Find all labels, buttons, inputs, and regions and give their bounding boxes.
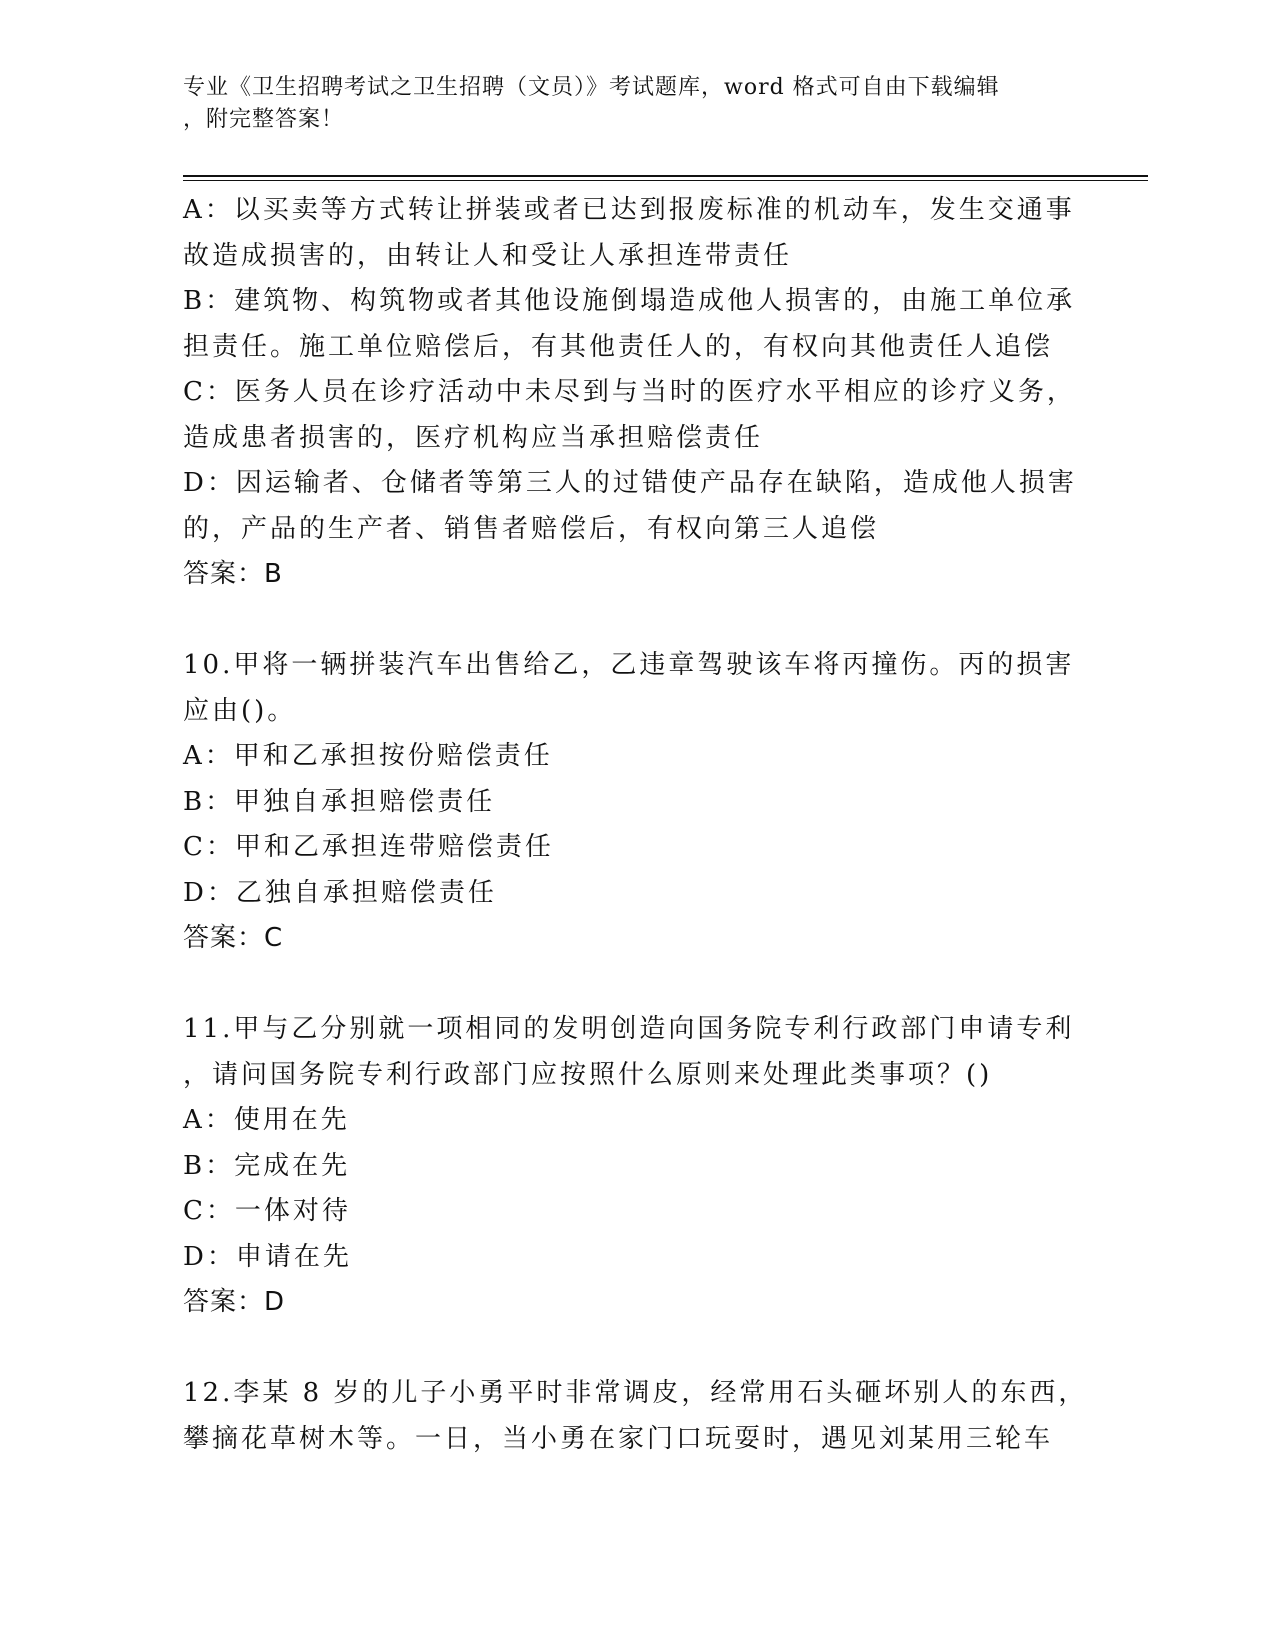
question-11-answer: 答案：D: [183, 1287, 286, 1317]
question-12-stem-line-2: 攀摘花草树木等。一日，当小勇在家门口玩耍时，遇见刘某用三轮车: [183, 1423, 1054, 1454]
option-b-line-1: B：建筑物、构筑物或者其他设施倒塌造成他人损害的，由施工单位承: [183, 286, 1076, 316]
question-12: [183, 1371, 1088, 1462]
header-line-2: ，附完整答案！: [183, 107, 345, 132]
question-12-stem-line-1: 12.李某 8 岁的儿子小勇平时非常调皮，经常用石头砸坏别人的东西，: [183, 1378, 1088, 1408]
option-b: B：完成在先: [183, 1150, 351, 1181]
spacer: [183, 962, 1083, 1008]
option-d: D：乙独自承担赔偿责任: [183, 877, 497, 908]
spacer: [183, 1326, 1083, 1372]
question-9-answer: 答案：B: [183, 559, 283, 589]
header-divider-thin: [183, 180, 1148, 181]
document-body: [183, 188, 1088, 1462]
option-c-line-2: 造成患者损害的，医疗机构应当承担赔偿责任: [183, 422, 764, 453]
question-9-options: [183, 188, 1083, 598]
option-a: A：使用在先: [183, 1105, 350, 1135]
header-line-1: 专业《卫生招聘考试之卫生招聘（文员）》考试题库，word 格式可自由下载编辑: [183, 75, 1000, 100]
option-a-line-2: 故造成损害的，由转让人和受让人承担连带责任: [183, 240, 793, 271]
option-d-line-1: D：因运输者、仓储者等第三人的过错使产品存在缺陷，造成他人损害: [183, 468, 1077, 498]
question-11-stem-line-2: ，请问国务院专利行政部门应按照什么原则来处理此类事项？(): [183, 1059, 993, 1090]
option-a: A：甲和乙承担按份赔偿责任: [183, 741, 553, 771]
document-header: [183, 72, 1083, 136]
option-c: C：甲和乙承担连带赔偿责任: [183, 832, 554, 862]
question-10-answer: 答案：C: [183, 923, 284, 953]
question-11-stem-line-1: 11.甲与乙分别就一项相同的发明创造向国务院专利行政部门申请专利: [183, 1014, 1075, 1044]
option-b-line-2: 担责任。施工单位赔偿后，有其他责任人的，有权向其他责任人追偿: [183, 331, 1054, 362]
spacer: [183, 598, 1083, 644]
question-10-stem-line-2: 应由()。: [183, 695, 297, 726]
option-c-line-1: C：医务人员在诊疗活动中未尽到与当时的医疗水平相应的诊疗义务，: [183, 377, 1076, 407]
header-divider-thick: [183, 175, 1148, 177]
option-a-line-1: A：以买卖等方式转让拼装或者已达到报废标准的机动车，发生交通事: [183, 195, 1075, 225]
option-d-line-2: 的，产品的生产者、销售者赔偿后，有权向第三人追偿: [183, 513, 880, 544]
option-c: C：一体对待: [183, 1196, 351, 1226]
question-11: [183, 1007, 1083, 1326]
option-b: B：甲独自承担赔偿责任: [183, 786, 496, 817]
option-d: D：申请在先: [183, 1241, 352, 1272]
question-10: [183, 643, 1083, 962]
question-10-stem-line-1: 10.甲将一辆拼装汽车出售给乙，乙违章驾驶该车将丙撞伤。丙的损害: [183, 650, 1075, 680]
